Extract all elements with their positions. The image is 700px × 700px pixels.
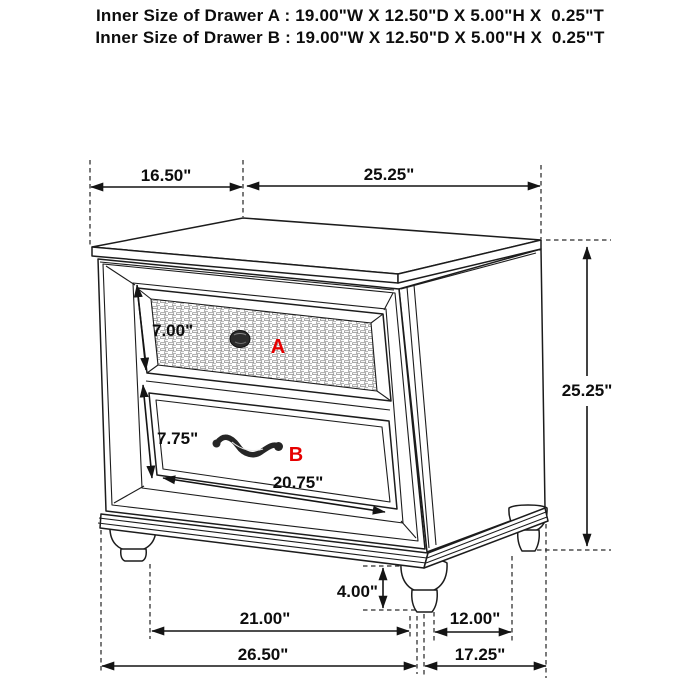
nightstand-illustration bbox=[92, 218, 548, 612]
dim-base-width bbox=[102, 645, 416, 666]
drawer-a-knob bbox=[230, 331, 250, 348]
drawer-a-inner-size-text: Inner Size of Drawer A : 19.00"W X 12.50"D X 5.00"H X 0.25"T bbox=[95, 6, 605, 25]
dim-top-width bbox=[247, 165, 540, 186]
dim-label-base-depth: 17.25" bbox=[454, 645, 506, 664]
drawer-b-inner-size-text: Inner Size of Drawer B : 19.00"W X 12.50"D X 5.00"H X 0.25"T bbox=[95, 28, 605, 47]
dim-base-depth bbox=[425, 645, 546, 666]
dim-side-feet-spacing bbox=[435, 609, 511, 632]
drawer-a-label: A bbox=[270, 336, 286, 358]
drawer-b-label: B bbox=[288, 444, 304, 466]
dim-label-drawer-a-height: 7.00" bbox=[152, 321, 194, 340]
dim-label-drawer-b-width: 20.75" bbox=[272, 473, 324, 492]
dim-foot-height bbox=[337, 568, 383, 608]
dim-overall-height bbox=[562, 247, 613, 546]
dim-label-overall-height: 25.25" bbox=[561, 381, 613, 400]
dim-front-feet-spacing bbox=[152, 609, 409, 631]
dim-label-top-depth: 16.50" bbox=[140, 166, 192, 185]
dim-label-base-width: 26.50" bbox=[237, 645, 289, 664]
dim-label-top-width: 25.25" bbox=[363, 165, 415, 184]
dim-label-side-feet-spacing: 12.00" bbox=[449, 609, 501, 628]
dim-label-drawer-b-height: 7.75" bbox=[157, 429, 199, 448]
dim-label-front-feet-spacing: 21.00" bbox=[239, 609, 291, 628]
dim-top-depth bbox=[91, 166, 242, 187]
dim-label-foot-height: 4.00" bbox=[336, 582, 378, 601]
